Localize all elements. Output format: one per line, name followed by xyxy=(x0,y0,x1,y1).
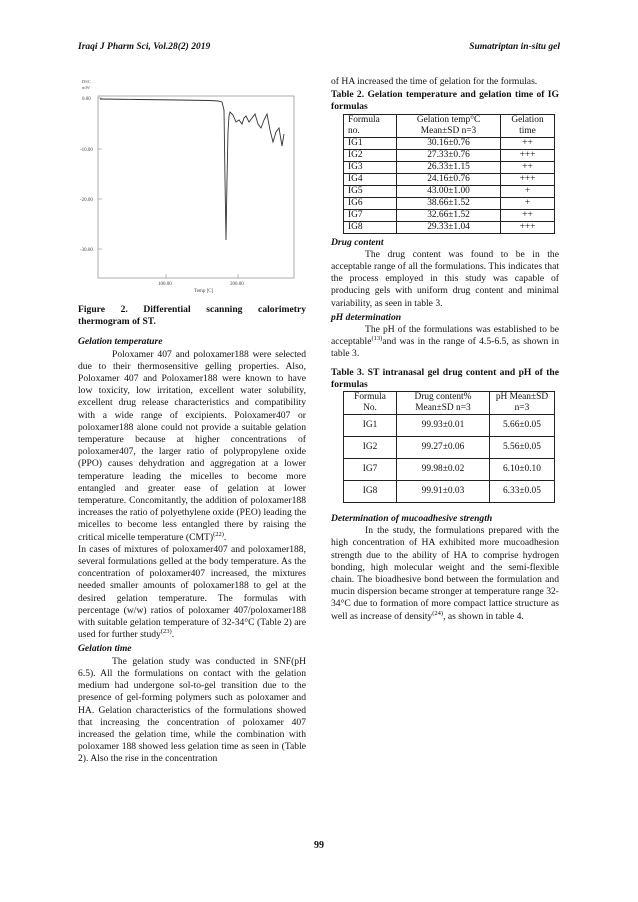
mucoadhesive-paragraph xyxy=(331,525,559,623)
table-cell: + xyxy=(501,197,555,209)
citation: (22) xyxy=(213,530,224,538)
table-header-row xyxy=(344,392,555,415)
table-header-row xyxy=(344,114,555,137)
table2-caption: Table 2. Gelation temperature and gelation time of IG formulas xyxy=(331,89,559,113)
table-row xyxy=(344,437,555,459)
table-cell: 38.66±1.52 xyxy=(397,197,501,209)
y-label-unit: mW xyxy=(82,85,90,90)
table-cell: 5.66±0.05 xyxy=(489,415,554,437)
y-tick-label: -30.00 xyxy=(80,248,93,253)
dsc-figure xyxy=(78,70,306,298)
table-header: pH Mean±SD n=3 xyxy=(489,392,554,415)
table-row xyxy=(344,459,555,481)
ph-heading: pH determination xyxy=(331,311,402,323)
table-cell: +++ xyxy=(501,221,555,233)
journal-header: Iraqi J Pharm Sci, Vol.28(2) 2019 xyxy=(78,42,211,52)
paragraph-text: The pH of the formulations was established to be acceptable xyxy=(331,324,559,348)
table-cell: IG7 xyxy=(344,459,397,481)
mucoadhesive-heading: Determination of mucoadhesive strength xyxy=(331,513,493,525)
table-cell: IG1 xyxy=(344,415,397,437)
table-cell: 6.33±0.05 xyxy=(489,481,554,503)
table-cell: IG8 xyxy=(344,481,397,503)
table-cell: ++ xyxy=(501,209,555,221)
dsc-curve xyxy=(100,99,284,240)
citation: (24) xyxy=(432,609,444,617)
table-cell: 29.33±1.04 xyxy=(397,221,501,233)
table-cell: IG1 xyxy=(344,137,397,149)
x-axis-label: Temp [C] xyxy=(194,289,214,294)
gelation-temperature-heading: Gelation temperature xyxy=(78,336,163,348)
table-cell: IG4 xyxy=(344,173,397,185)
citation: (23) xyxy=(160,628,172,636)
table-cell: 99.98±0.02 xyxy=(397,459,490,481)
table-cell: IG2 xyxy=(344,437,397,459)
x-tick-label: 100.00 xyxy=(158,282,172,287)
left-column xyxy=(78,70,306,766)
table-cell: +++ xyxy=(501,173,555,185)
table-cell: ++ xyxy=(501,161,555,173)
drug-content-paragraph: The drug content was found to be in the acceptable range of all the formulations. This indicates that the process employed in this study was capable of producing gels with uniform drug content and minimal variability, as seen in table 3. xyxy=(331,248,559,309)
table-header: Gelation time xyxy=(501,114,555,137)
paragraph-text: In the study, the formulations prepared with the high concentration of HA exhibited more mucoadhesion strength due to the ability of HA to comprise hydrogen bonding, high molecular weight and the semi-flexible chain. The bioadhesive bond between the formulation and mucin dispersion became stronger at temperature range 32-34°C due to formation of more compact lattice structure as well as increase of density xyxy=(331,525,559,622)
plot-frame xyxy=(98,96,294,278)
gelation-time-heading: Gelation time xyxy=(78,643,132,655)
table-cell: + xyxy=(501,185,555,197)
gelation-table xyxy=(343,114,555,234)
table-cell: IG7 xyxy=(344,209,397,221)
table-cell: IG3 xyxy=(344,161,397,173)
table-row xyxy=(344,185,555,197)
table-header: Formula no. xyxy=(344,114,397,137)
citation: (13) xyxy=(371,335,383,343)
table-row xyxy=(344,161,555,173)
table-cell: ++ xyxy=(501,137,555,149)
gelation-time-paragraph: The gelation study was conducted in SNF(pH 6.5). All the formulations on contact with the gelation medium had undergone sol-to-gel transition due to the presence of gel-forming polymers such as poloxamer and HA. Gelation characteristics of the formulations showed that increasing the concentration of poloxamer 407 increased the gelation time, while the combination with poloxamer 188 showed less gelation time as seen in (Table 2). Also the rise in the concentration xyxy=(78,655,306,765)
figure-caption: Figure 2. Differential scanning calorimetry thermogram of ST. xyxy=(78,304,306,328)
continued-paragraph: of HA increased the time of gelation for the formulas. xyxy=(331,76,538,87)
y-tick-label: -10.00 xyxy=(80,148,93,153)
drug-content-heading: Drug content xyxy=(331,236,384,248)
running-title: Sumatriptan in-situ gel xyxy=(469,42,560,52)
table-row xyxy=(344,197,555,209)
table-cell: 5.56±0.05 xyxy=(489,437,554,459)
table-cell: 99.93±0.01 xyxy=(397,415,490,437)
gelation-temperature-paragraph: Poloxamer 407 and poloxamer188 were selected due to their thermosensitive gelling properties. Also, Poloxamer 407 and Poloxamer188 were known to have low toxicity, low irritation, excellent water solubility, excellent drug release characteristics and compatibility with a wide range of excipients. Poloxamer407 or poloxamer188 alone could not provide a suitable gelation temperature because at higher concentrations of poloxamer407, the larger ratio of polypropylene oxide (PPO) causes dehydration and aggregation at a lower temperature leading the micelles to become more entangled and greater ease of gelation at lower temperature. Concomitantly, the addition of poloxamer188 increases the ratio of polyethylene oxide (PEO) leading the micelles to become less entangled there by raising the critical micelle temperature (CMT)$^{(22)}$. xyxy=(78,348,306,543)
page-number: 99 xyxy=(314,840,324,851)
table-cell: IG2 xyxy=(344,149,397,161)
gelation-mixture-paragraph: In cases of mixtures of poloxamer407 and poloxamer188, several formulations gelled at the body temperature. As the concentration of poloxamer407 increased, the mixtures needed smaller amounts of poloxamer188 to gel at the desired gelation temperature. The formulas with percentage (w/w) ratios of poloxamer 407/poloxamer188 with suitable gelation temperature of 32-34°C (Table 2) are used for further study$^{(23)}$. xyxy=(78,543,306,641)
x-tick-label: 200.00 xyxy=(230,282,244,287)
table-row xyxy=(344,209,555,221)
table3-caption: Table 3. ST intranasal gel drug content and pH of the formulas xyxy=(331,366,559,390)
paragraph-text: Poloxamer 407 and poloxamer188 were selected due to their thermosensitive gelling properties. Also, Poloxamer 407 and Poloxamer188 were known to have low toxicity, low irritation, excellent water solubility, excellent drug release characteristics and compatibility with a wide range of excipients. Poloxamer407 or poloxamer188 alone could not provide a suitable gelation temperature because at higher concentrations of poloxamer407, the larger ratio of polypropylene oxide (PPO) causes dehydration and aggregation at a lower temperature leading the micelles to become more entangled and greater ease of gelation at lower temperature. Concomitantly, the addition of poloxamer188 increases the ratio of polyethylene oxide (PEO) leading the micelles to become less entangled there by raising the critical micelle temperature (CMT) xyxy=(78,348,306,543)
table-cell: +++ xyxy=(501,149,555,161)
table-cell: 99.27±0.06 xyxy=(397,437,490,459)
table-cell: 27.33±0.76 xyxy=(397,149,501,161)
y-tick-label: 0.00 xyxy=(82,97,91,102)
table-cell: 6.10±0.10 xyxy=(489,459,554,481)
y-label-dsc: DSC xyxy=(82,79,91,84)
ph-paragraph xyxy=(331,324,559,361)
table-cell: 32.66±1.52 xyxy=(397,209,501,221)
paragraph-text: In cases of mixtures of poloxamer407 and poloxamer188, several formulations gelled at the body temperature. As the concentration of poloxamer407 increased, the mixtures needed smaller amounts of poloxamer188 to gel at the desired gelation temperature. The formulas with percentage (w/w) ratios of poloxamer 407/poloxamer188 with suitable gelation temperature of 32-34°C (Table 2) are used for further study xyxy=(78,543,306,641)
table-cell: 24.16±0.76 xyxy=(397,173,501,185)
table-row xyxy=(344,137,555,149)
table-row xyxy=(344,221,555,233)
table-cell: 43.00±1.00 xyxy=(397,185,501,197)
paragraph-text: , as shown in table 4. xyxy=(443,610,524,622)
right-column xyxy=(331,76,559,623)
table-cell: 30.16±0.76 xyxy=(397,137,501,149)
y-tick-label: -20.00 xyxy=(80,198,93,203)
paragraph-text: and was in the range of 4.5-6.5, as shown in table 3. xyxy=(331,336,559,360)
dsc-thermogram xyxy=(78,70,306,298)
drug-content-table xyxy=(343,391,555,503)
table-cell: 99.91±0.03 xyxy=(397,481,490,503)
table-row xyxy=(344,481,555,503)
table-row xyxy=(344,415,555,437)
table-row xyxy=(344,149,555,161)
table-cell: IG8 xyxy=(344,221,397,233)
table-header: Gelation temp°C Mean±SD n=3 xyxy=(397,114,501,137)
table-cell: 26.33±1.15 xyxy=(397,161,501,173)
table-row xyxy=(344,173,555,185)
table-header: Drug content% Mean±SD n=3 xyxy=(397,392,490,415)
table-header: Formula No. xyxy=(344,392,397,415)
table-cell: IG5 xyxy=(344,185,397,197)
table-cell: IG6 xyxy=(344,197,397,209)
